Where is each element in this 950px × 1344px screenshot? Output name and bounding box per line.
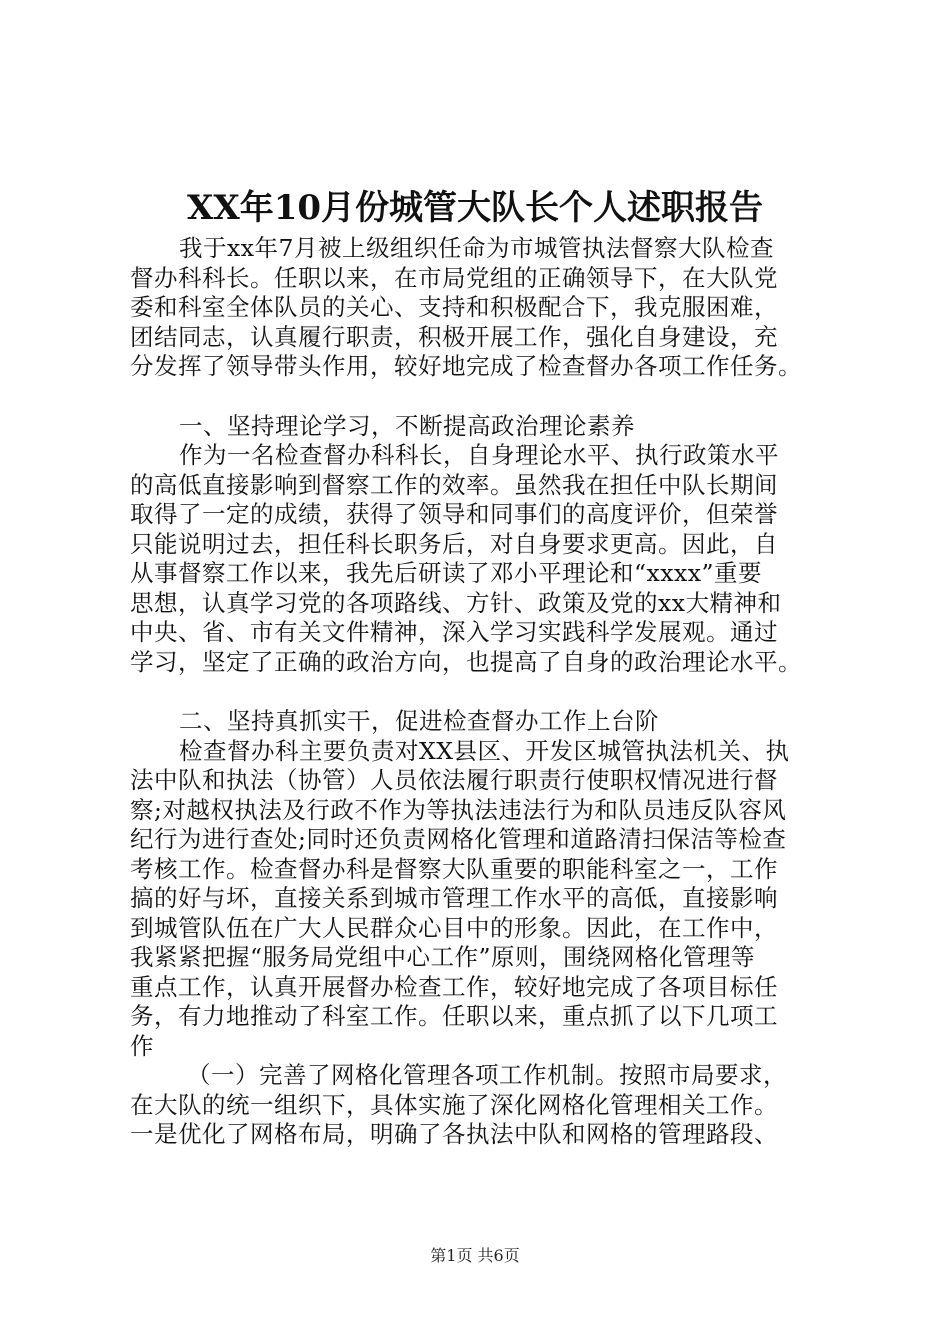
section-line: 学习，坚定了正确的政治方向，也提高了自身的政治理论水平。	[130, 647, 802, 676]
section-line: 到城管队伍在广大人民群众心目中的形象。因此，在工作中，	[130, 913, 778, 942]
intro-line: 分发挥了领导带头作用，较好地完成了检查督办各项工作任务。	[130, 352, 802, 380]
intro-line: 团结同志，认真履行职责，积极开展工作，强化自身建设，充	[130, 322, 778, 351]
subsection-line: （一）完善了网格化管理各项工作机制。按照市局要求，	[187, 1061, 787, 1089]
subsection-line: 在大队的统一组织下，具体实施了深化网格化管理相关工作。	[130, 1090, 778, 1119]
section-line: 取得了一定的成绩，获得了领导和同事们的高度评价，但荣誉	[130, 500, 778, 528]
section-heading: 一、坚持理论学习，不断提高政治理论素养	[179, 411, 635, 440]
document-title: XX年10月份城管大队长个人述职报告	[186, 188, 764, 228]
section-line: 察;对越权执法及行政不作为等执法违法行为和队员违反队容风	[130, 795, 787, 824]
paragraph-gap	[130, 677, 830, 707]
section-line: 重点工作，认真开展督办检查工作，较好地完成了各项目标任	[130, 972, 778, 1001]
section-line: 作为一名检查督办科科长，自身理论水平、执行政策水平	[179, 441, 779, 469]
section-line: 只能说明过去，担任科长职务后，对自身要求更高。因此，自	[130, 529, 778, 558]
section-line: 思想，认真学习党的各项路线、方针、政策及党的xx大精神和	[130, 588, 782, 617]
section-heading: 二、坚持真抓实干，促进检查督办工作上台阶	[179, 707, 659, 735]
section-line: 法中队和执法（协管）人员依法履行职责行使职权情况进行督	[130, 766, 778, 794]
section-line: 的高低直接影响到督察工作的效率。虽然我在担任中队长期间	[130, 470, 778, 499]
page-footer: 第1页 共6页	[430, 1246, 520, 1265]
paragraph-gap	[130, 382, 830, 412]
subsection-line: 一是优化了网格布局，明确了各执法中队和网格的管理路段、	[130, 1120, 778, 1148]
section-line: 从事督察工作以来，我先后研读了邓小平理论和“xxxx”重要	[130, 559, 763, 587]
section-line: 务，有力地推动了科室工作。任职以来，重点抓了以下几项工	[130, 1002, 778, 1030]
document-body	[130, 234, 830, 1150]
section-line: 作	[130, 1031, 154, 1060]
intro-line: 督办科科长。任职以来，在市局党组的正确领导下，在大队党	[130, 263, 778, 292]
section-line: 我紧紧把握“服务局党组中心工作”原则，围绕网格化管理等	[130, 943, 756, 971]
section-line: 检查督办科主要负责对XX县区、开发区城管执法机关、执	[179, 736, 790, 765]
section-line: 搞的好与坏，直接关系到城市管理工作水平的高低，直接影响	[130, 884, 778, 912]
section-line: 纪行为进行查处;同时还负责网格化管理和道路清扫保洁等检查	[130, 825, 787, 853]
section-line: 中央、省、市有关文件精神，深入学习实践科学发展观。通过	[130, 618, 778, 646]
intro-line: 我于xx年7月被上级组织任命为市城管执法督察大队检查	[179, 234, 774, 262]
section-line: 考核工作。检查督办科是督察大队重要的职能科室之一，工作	[130, 854, 778, 883]
intro-line: 委和科室全体队员的关心、支持和积极配合下，我克服困难，	[130, 293, 778, 321]
